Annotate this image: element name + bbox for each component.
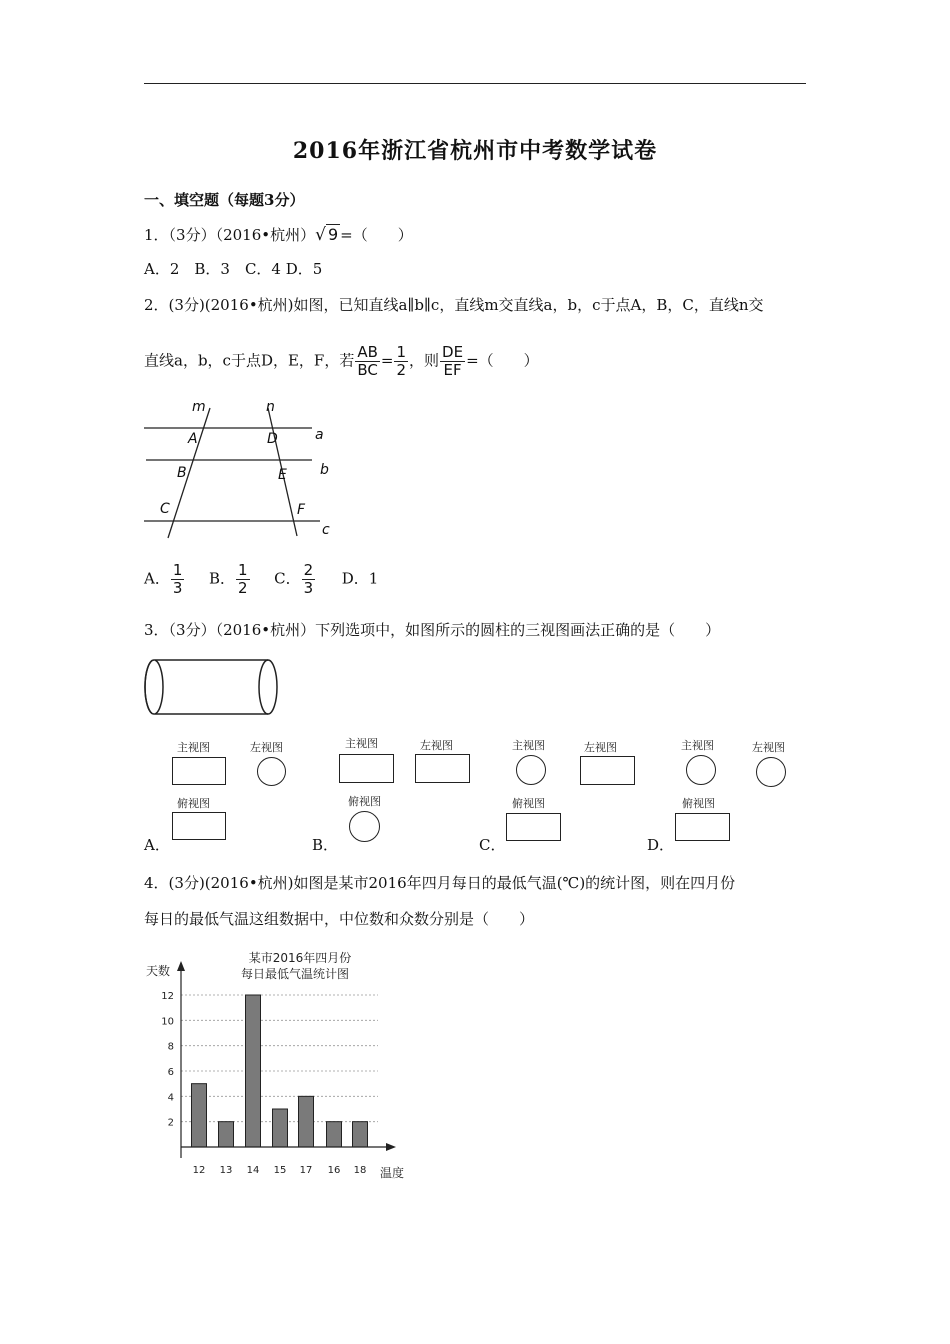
q3-option-b-label: B． [312,836,339,854]
question-3: 3．（3分）（2016•杭州）下列选项中，如图所示的圆柱的三视图画法正确的是（ ） [144,621,721,639]
q2-line2-suffix: =（ ） [466,351,539,370]
bar-16 [327,1122,342,1147]
x-tick-labels [193,1165,367,1176]
view-label-front: 主视图 [512,739,545,752]
left-view-circle [257,757,286,786]
label-a: a [315,427,324,443]
q2-line2-mid: ，则 [409,351,440,370]
header-rule [144,83,806,84]
section-heading: 一、填空题（每题3分） [144,191,305,209]
q3-option-a-label: A． [144,836,170,854]
frac-denominator: 2 [237,579,248,597]
view-label-front: 主视图 [177,741,210,754]
top-view-rect [675,813,730,841]
sqrt-expression: √ 9 [315,225,339,245]
label-F: F [297,502,306,518]
q2-option-d: D．1 [341,569,379,588]
q2-option-a-fraction [171,562,185,597]
parallel-lines-figure [140,395,340,545]
frac-denominator: EF [443,361,462,379]
label-b: b [320,462,329,478]
left-view-rect [415,754,470,783]
x-tick-label: 15 [273,1165,287,1176]
view-label-left: 左视图 [420,739,453,752]
top-view-rect [506,813,561,841]
view-label-top: 俯视图 [682,797,715,810]
q1-radicand: 9 [327,225,339,244]
y-axis-arrow [177,961,185,971]
frac-numerator: 1 [237,561,248,579]
view-label-top: 俯视图 [348,795,381,808]
left-view-rect [580,756,635,785]
label-n: n [266,399,275,415]
view-label-front: 主视图 [681,739,714,752]
chart-grid [181,995,378,1122]
q1-prefix: 1．（3分）（2016•杭州） [144,226,316,244]
front-view-circle [686,755,716,785]
view-label-front: 主视图 [345,737,378,750]
x-tick-label: 14 [246,1165,260,1176]
y-tick-labels [161,991,174,1129]
q2-option-b-fraction [236,562,250,597]
x-tick-label: 16 [327,1165,341,1176]
page-title: 2016年浙江省杭州市中考数学试卷 [292,138,658,164]
q2-options [144,562,378,597]
top-view-rect [172,812,226,840]
x-tick-label: 18 [353,1165,367,1176]
q2-line2 [144,344,539,379]
label-C: C [160,501,170,517]
fraction-ab-bc [355,344,380,379]
q4-line1: 4．(3分)(2016•杭州)如图是某市2016年四月每日的最低气温(℃)的统计图，则在四月份 [144,874,736,892]
label-A: A [188,431,198,447]
y-tick-label: 12 [161,991,174,1002]
label-m: m [192,399,206,415]
bar-18 [353,1122,368,1147]
chart-title: 某市2016年四月份 [248,951,352,965]
frac-numerator: 1 [172,561,183,579]
y-tick-label: 4 [167,1092,174,1104]
y-axis-label: 天数 [146,964,171,978]
q2-line1: 2．(3分)(2016•杭州)如图，已知直线a∥b∥c，直线m交直线a，b，c于点A，B，C，直线n交 [144,296,764,314]
label-D: D [267,431,278,447]
y-tick-label: 6 [167,1067,174,1078]
q3-option-d-label: D． [647,836,675,854]
view-label-top: 俯视图 [512,797,545,810]
q2-line2-prefix: 直线a，b，c于点D，E，F，若 [144,351,355,370]
q2-option-b-label: B． [208,569,235,588]
q2-option-a-label: A． [144,569,170,588]
top-view-circle [349,811,380,842]
label-c: c [322,522,330,538]
view-label-left: 左视图 [752,741,785,754]
bar-17 [299,1096,314,1147]
frac-denominator: 3 [172,579,183,597]
view-label-left: 左视图 [584,741,617,754]
cylinder-mask [152,658,155,716]
fraction-de-ef [440,344,465,379]
q3-option-c-label: C． [479,836,506,854]
front-view-rect [339,754,394,783]
left-view-circle [756,757,786,787]
view-label-top: 俯视图 [177,797,210,810]
fraction-one-half [394,344,408,379]
y-tick-label: 10 [161,1016,174,1028]
front-view-rect [172,757,226,785]
y-tick-label: 2 [167,1117,174,1129]
front-view-circle [516,755,546,785]
frac-denominator: 3 [303,579,314,597]
view-label-left: 左视图 [250,741,283,754]
x-axis-arrow [386,1143,396,1151]
label-E: E [278,467,287,483]
bar-13 [219,1122,234,1147]
chart-subtitle: 每日最低气温统计图 [240,967,350,981]
cylinder-right-end [259,660,277,714]
x-tick-label: 17 [299,1165,313,1176]
frac-numerator: 2 [303,561,314,579]
y-tick-label: 8 [167,1041,174,1053]
q1-options: A．2 B．3 C．4 D．5 [144,260,323,278]
x-tick-label: 13 [219,1165,233,1176]
q4-line2: 每日的最低气温这组数据中，中位数和众数分别是（ ） [144,910,535,928]
frac-numerator: 1 [396,343,407,361]
bar-15 [273,1109,288,1147]
question-1 [144,224,413,245]
frac-denominator: BC [357,361,378,379]
q2-option-c-label: C． [274,569,301,588]
x-tick-label: 12 [192,1165,206,1176]
q2-option-c-fraction [302,562,316,597]
x-axis-label: 温度 [380,1166,405,1180]
q1-suffix: =（ ） [340,226,413,244]
label-B: B [177,465,187,481]
cylinder-figure [140,655,285,720]
bar-14 [246,995,261,1147]
temperature-bar-chart [140,945,415,1185]
frac-denominator: 2 [396,361,407,379]
frac-numerator: DE [442,343,464,361]
frac-numerator: AB [357,343,378,361]
equals-sign: = [380,351,394,370]
bar-12 [192,1084,207,1147]
